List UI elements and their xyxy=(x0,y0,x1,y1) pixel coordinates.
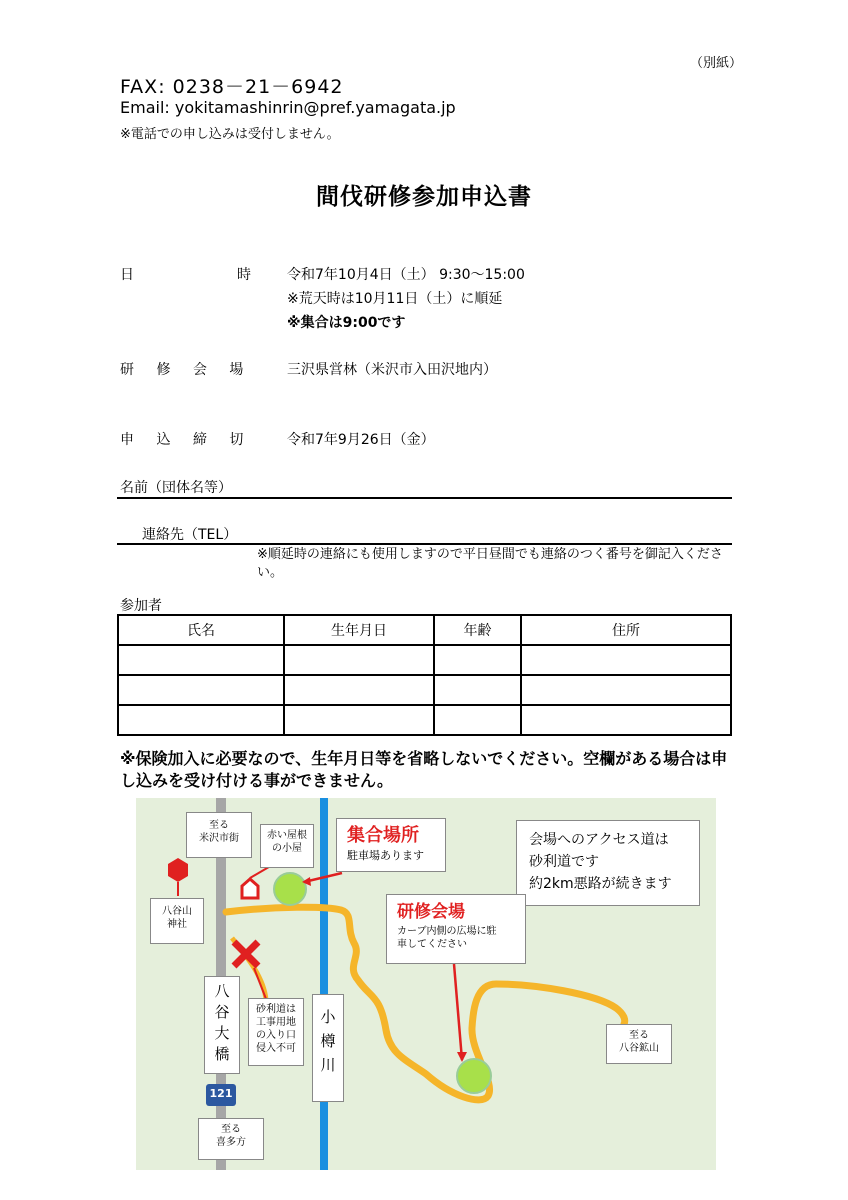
gravel-note xyxy=(248,998,304,1066)
gravel-line1: 砂利道は xyxy=(256,1004,296,1015)
river-label xyxy=(312,994,344,1102)
col-address: 住所 xyxy=(521,615,731,645)
insurance-warning: ※保険加入に必要なので、生年月日等を省略しないでください。空欄がある場合は申し込みを受け付ける事ができません。 xyxy=(120,749,728,790)
gravel-line3: の入り口 xyxy=(256,1030,296,1041)
access-note-box xyxy=(516,820,700,906)
table-cell[interactable] xyxy=(434,645,521,675)
meeting-point-marker xyxy=(274,873,306,905)
contact-note: ※順延時の連絡にも使用しますので平日昼間でも連絡のつく番号を御記入ください。 xyxy=(257,547,723,580)
red-roof-line2: の小屋 xyxy=(272,843,302,854)
table-cell[interactable] xyxy=(284,645,434,675)
venue-marker xyxy=(457,1059,491,1093)
bridge-label xyxy=(204,976,240,1074)
phone-note: ※電話での申し込みは受付しません。 xyxy=(120,127,340,142)
meeting-time: ※集合は9:00です xyxy=(287,315,406,331)
to-yatani-line1: 至る xyxy=(629,1030,649,1041)
table-cell[interactable] xyxy=(118,645,284,675)
to-yonezawa-line1: 至る xyxy=(209,820,229,831)
table-cell[interactable] xyxy=(284,675,434,705)
to-yatani-mine-sign xyxy=(606,1024,672,1064)
name-field-label: 名前（団体名等） xyxy=(120,480,232,496)
to-kitakata-sign xyxy=(198,1118,264,1160)
date-value: 令和7年10月4日（土） 9:30～15:00 xyxy=(287,267,525,283)
col-age: 年齢 xyxy=(434,615,521,645)
venue-arrow xyxy=(454,964,462,1060)
col-birthdate: 生年月日 xyxy=(284,615,434,645)
bridge-char4: 橋 xyxy=(214,1045,230,1063)
date-label-2: 時 xyxy=(237,267,251,283)
river-char3: 川 xyxy=(320,1056,336,1074)
shrine-label xyxy=(150,898,204,944)
participants-table xyxy=(117,614,732,736)
red-roof-label xyxy=(260,824,314,868)
date-note: ※荒天時は10月11日（土）に順延 xyxy=(287,291,503,307)
email-address[interactable]: Email: yokitamashinrin@pref.yamagata.jp xyxy=(120,98,456,117)
table-cell[interactable] xyxy=(284,705,434,735)
access-note-line2: 砂利道です xyxy=(529,854,599,870)
deadline-value: 令和7年9月26日（金） xyxy=(287,432,435,448)
to-yonezawa-line2: 米沢市街 xyxy=(199,833,239,844)
house-icon xyxy=(242,879,258,898)
red-roof-line1: 赤い屋根 xyxy=(267,830,307,841)
access-note-line1: 会場へのアクセス道は xyxy=(529,832,669,848)
river xyxy=(320,798,328,1170)
venue-title: 研修会場 xyxy=(397,902,465,922)
to-yatani-line2: 八谷鉱山 xyxy=(619,1043,659,1054)
venue-label-box xyxy=(386,894,526,964)
gravel-line2: 工事用地 xyxy=(256,1017,296,1028)
participants-label: 参加者 xyxy=(120,598,162,614)
to-yonezawa-sign xyxy=(186,812,252,858)
bridge-char2: 谷 xyxy=(214,1003,230,1021)
venue-sub-line1: カーブ内側の広場に駐 xyxy=(397,926,497,937)
access-note-line3: 約2km悪路が続きます xyxy=(529,876,672,892)
page-title: 間伐研修参加申込書 xyxy=(316,184,532,210)
river-char1: 小 xyxy=(320,1008,336,1026)
table-row xyxy=(118,705,731,735)
access-map xyxy=(136,798,716,1170)
meeting-title: 集合場所 xyxy=(347,825,419,846)
to-kitakata-line1: 至る xyxy=(221,1124,241,1135)
shrine-icon xyxy=(168,858,188,882)
table-cell[interactable] xyxy=(434,705,521,735)
shrine-line2: 神社 xyxy=(167,919,187,930)
meeting-sub: 駐車場あります xyxy=(347,849,424,862)
venue-value: 三沢県営林（米沢市入田沢地内） xyxy=(287,362,497,378)
venue-sub-line2: 車してください xyxy=(397,939,467,950)
contact-field-label: 連絡先（TEL） xyxy=(142,527,238,543)
deadline-label: 申 込 締 切 xyxy=(120,432,253,448)
river-char2: 樽 xyxy=(320,1032,336,1050)
venue-label: 研 修 会 場 xyxy=(120,362,253,378)
meeting-point-label xyxy=(336,818,446,872)
route-number: 121 xyxy=(209,1087,233,1100)
bridge-char1: 八 xyxy=(214,982,230,1000)
table-cell[interactable] xyxy=(118,675,284,705)
table-cell[interactable] xyxy=(521,675,731,705)
shrine-line1: 八谷山 xyxy=(162,906,192,917)
table-cell[interactable] xyxy=(118,705,284,735)
date-label-1: 日 xyxy=(120,267,134,283)
fax-number: FAX: 0238－21－6942 xyxy=(120,76,344,98)
table-header-row xyxy=(118,615,731,645)
table-cell[interactable] xyxy=(434,675,521,705)
table-row xyxy=(118,645,731,675)
attachment-label: （別紙） xyxy=(690,56,743,71)
table-cell[interactable] xyxy=(521,645,731,675)
gravel-line4: 侵入不可 xyxy=(256,1043,296,1054)
bridge-char3: 大 xyxy=(214,1024,230,1042)
to-kitakata-line2: 喜多方 xyxy=(216,1137,246,1148)
no-entry-icon xyxy=(234,942,258,966)
table-cell[interactable] xyxy=(521,705,731,735)
name-field-line[interactable] xyxy=(117,497,732,499)
table-row xyxy=(118,675,731,705)
col-name: 氏名 xyxy=(118,615,284,645)
contact-field-line[interactable] xyxy=(117,543,732,545)
